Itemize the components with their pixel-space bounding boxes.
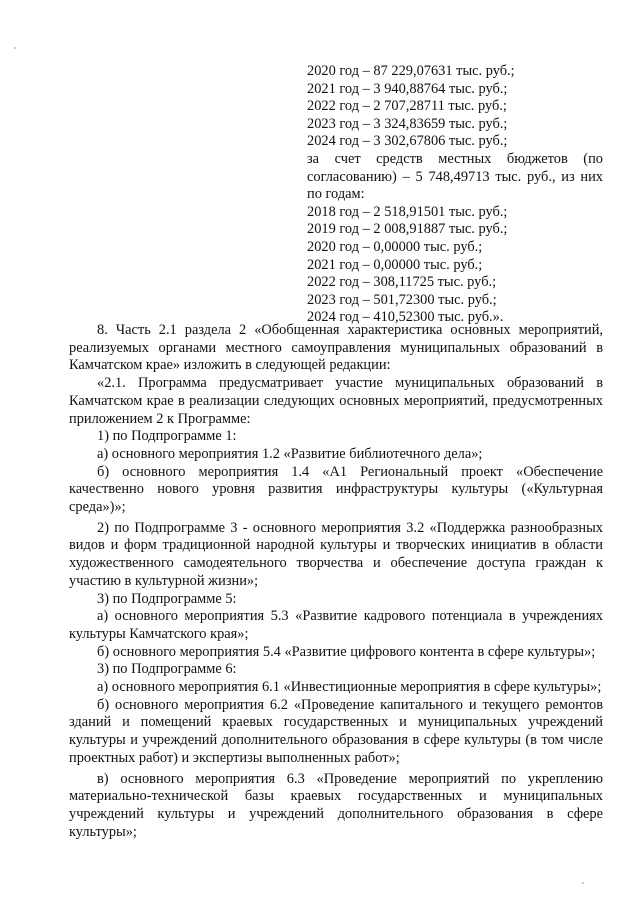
budget-line: 2019 год – 2 008,91887 тыс. руб.; bbox=[307, 221, 508, 238]
budget-line: 2022 год – 308,11725 тыс. руб.; bbox=[307, 274, 497, 291]
paragraph: 8. Часть 2.1 раздела 2 «Обобщенная характеристика основных мероприятий, реализуемых органами местного самоуправления муниципальных образований в Камчатском крае» изложить в следующей редакции: bbox=[69, 322, 603, 374]
budget-line: 2020 год – 87 229,07631 тыс. руб.; bbox=[307, 63, 515, 79]
paragraph: а) основного мероприятия 6.1 «Инвестиционные мероприятия в сфере культуры»; bbox=[97, 679, 602, 696]
local-budget-intro: за счет средств местных бюджетов (по согласованию) – 5 748,49713 тыс. руб., из них по годам: bbox=[307, 150, 603, 203]
budget-line: 2023 год – 501,72300 тыс. руб.; bbox=[307, 291, 497, 308]
document-body bbox=[69, 322, 603, 841]
paragraph: а) основного мероприятия 5.3 «Развитие кадрового потенциала в учреждениях культуры Камчатского края»; bbox=[69, 608, 603, 642]
budget-line: 2023 год – 3 324,83659 тыс. руб.; bbox=[307, 115, 508, 132]
paragraph: б) основного мероприятия 1.4 «А1 Региональный проект «Обеспечение качественно нового уровня развития инфраструктуры культуры («Культурная среда»)»; bbox=[69, 463, 603, 516]
paragraph: б) основного мероприятия 6.2 «Проведение капитального и текущего ремонтов зданий и помещений краевых государственных и муниципальных учреждений культуры и учреждений дополнительного образования в сфере культуры (в том числе проектных работ) и экспертизы выполненных работ»; bbox=[69, 696, 603, 766]
paragraph: 2) по Подпрограмме 3 - основного мероприятия 3.2 «Поддержка разнообразных видов и форм традиционной народной культуры и творческих инициатив в области художественного самодеятельного творчества и обеспечение доступа граждан к участию в культурной жизни»; bbox=[69, 519, 603, 589]
paragraph: а) основного мероприятия 1.2 «Развитие библиотечного дела»; bbox=[97, 445, 483, 462]
budget-line: 2021 год – 3 940,88764 тыс. руб.; bbox=[307, 80, 508, 97]
budget-line: 2020 год – 0,00000 тыс. руб.; bbox=[307, 238, 483, 255]
budget-line: 2022 год – 2 707,28711 тыс. руб.; bbox=[307, 98, 507, 115]
scan-speck bbox=[14, 47, 16, 49]
paragraph: 3) по Подпрограмме 6: bbox=[97, 661, 237, 678]
paragraph: «2.1. Программа предусматривает участие муниципальных образований в Камчатском крае в реализации следующих основных мероприятий, предусмотренных приложением 2 к Программе: bbox=[69, 375, 603, 427]
regional-budget-by-year bbox=[307, 63, 603, 327]
paragraph: в) основного мероприятия 6.3 «Проведение мероприятий по укреплению материально-технической базы краевых государственных и муниципальных учреждений культуры и учреждений дополнительного образования в сфере культуры»; bbox=[69, 770, 603, 840]
budget-line: 2021 год – 0,00000 тыс. руб.; bbox=[307, 256, 483, 273]
budget-line: 2024 год – 3 302,67806 тыс. руб.; bbox=[307, 133, 508, 150]
paragraph: 3) по Подпрограмме 5: bbox=[97, 590, 237, 607]
budget-line: 2024 год – 410,52300 тыс. руб.». bbox=[307, 309, 504, 326]
paragraph: 1) по Подпрограмме 1: bbox=[97, 428, 237, 445]
budget-line: 2018 год – 2 518,91501 тыс. руб.; bbox=[307, 203, 508, 220]
scan-speck bbox=[582, 882, 584, 884]
paragraph: б) основного мероприятия 5.4 «Развитие цифрового контента в сфере культуры»; bbox=[97, 643, 596, 660]
